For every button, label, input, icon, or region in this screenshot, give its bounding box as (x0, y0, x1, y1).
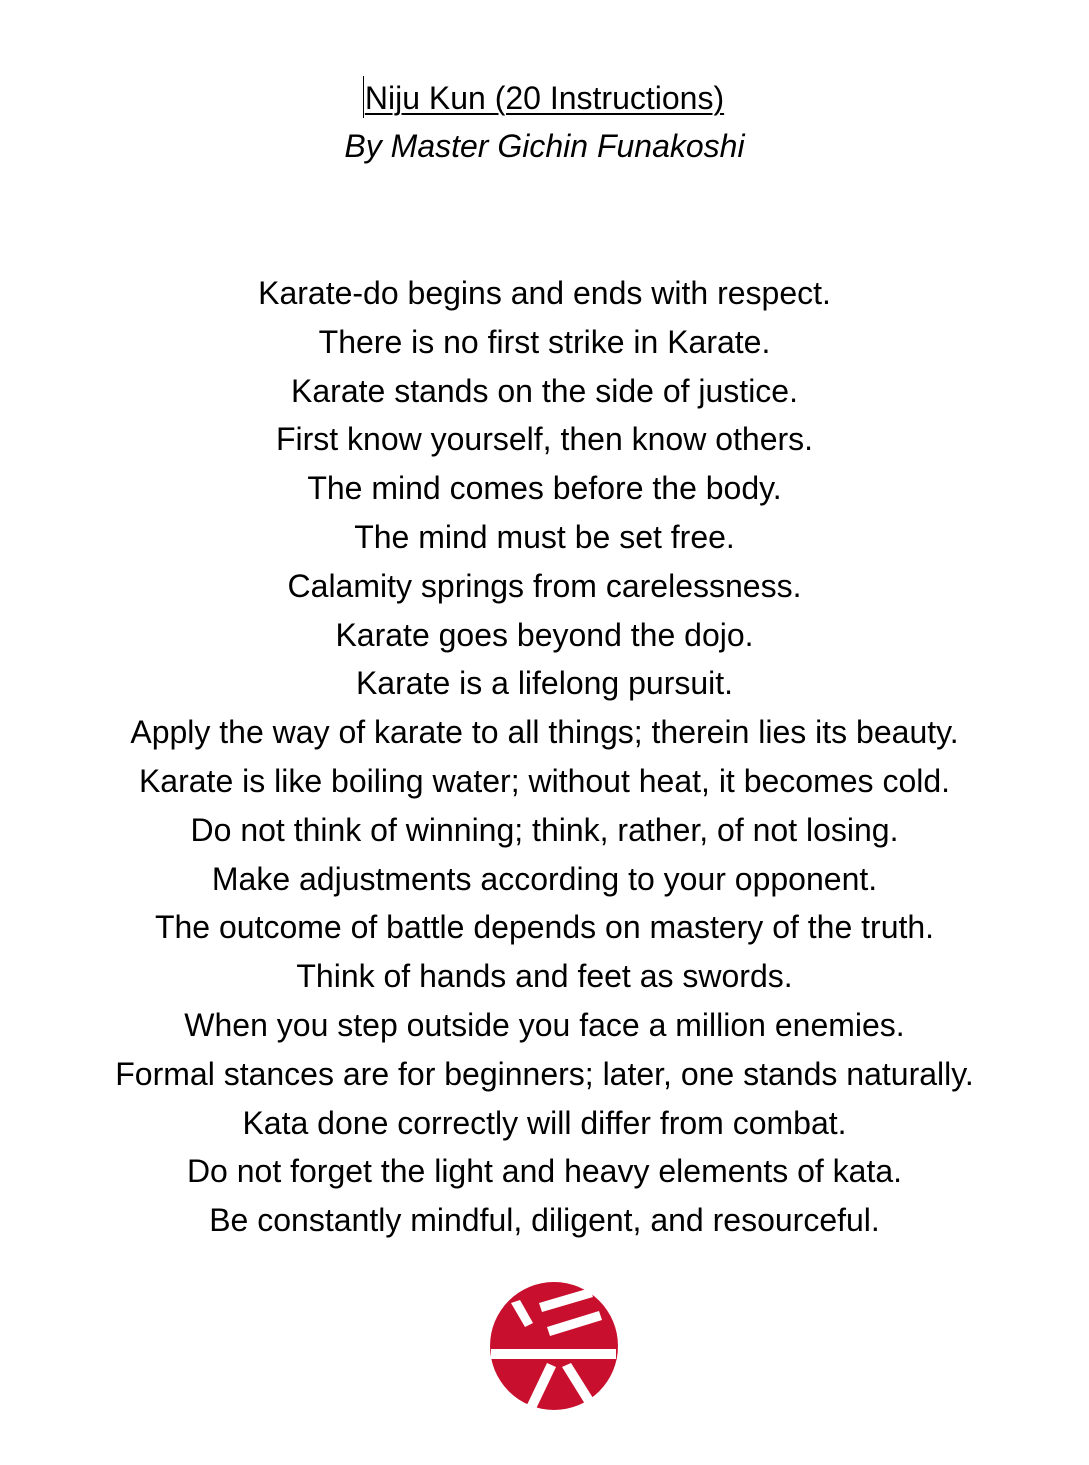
precept-line[interactable]: Do not think of winning; think, rather, of not losing. (190, 811, 899, 848)
precept-line[interactable]: Karate goes beyond the dojo. (335, 616, 754, 653)
precept-line[interactable]: Karate stands on the side of justice. (291, 372, 798, 409)
precept-line[interactable]: There is no first strike in Karate. (318, 323, 771, 360)
precept-line[interactable]: Think of hands and feet as swords. (296, 958, 793, 995)
precept-line[interactable]: Make adjustments according to your opponent. (211, 860, 878, 897)
precept-line[interactable]: Karate is like boiling water; without heat, it becomes cold. (138, 762, 951, 799)
red-circle-emblem-icon (489, 1281, 619, 1411)
document-subtitle[interactable]: By Master Gichin Funakoshi (344, 128, 745, 164)
document-title[interactable]: Niju Kun (20 Instructions) (365, 80, 724, 116)
precept-line[interactable]: The outcome of battle depends on mastery of the truth. (154, 909, 935, 946)
precept-line[interactable]: Karate-do begins and ends with respect. (258, 275, 831, 311)
precept-line[interactable]: Kata done correctly will differ from combat. (242, 1104, 847, 1141)
precept-line[interactable]: Calamity springs from carelessness. (287, 567, 802, 604)
document-title-line (0, 78, 1089, 118)
precept-line[interactable]: Karate is a lifelong pursuit. (355, 665, 734, 702)
precept-line[interactable]: Be constantly mindful, diligent, and resourceful. (209, 1202, 880, 1239)
precept-line[interactable]: When you step outside you face a million enemies. (184, 1006, 905, 1043)
precept-line[interactable]: Do not forget the light and heavy elements of kata. (186, 1153, 903, 1190)
text-cursor (363, 76, 364, 118)
precept-line[interactable]: The mind must be set free. (354, 518, 735, 555)
precepts-list (0, 269, 1089, 1245)
precept-line[interactable]: Formal stances are for beginners; later, one stands naturally. (115, 1055, 974, 1092)
precept-line[interactable]: Apply the way of karate to all things; therein lies its beauty. (130, 714, 959, 751)
precept-line[interactable]: First know yourself, then know others. (275, 421, 814, 458)
precept-line[interactable]: The mind comes before the body. (307, 470, 782, 507)
